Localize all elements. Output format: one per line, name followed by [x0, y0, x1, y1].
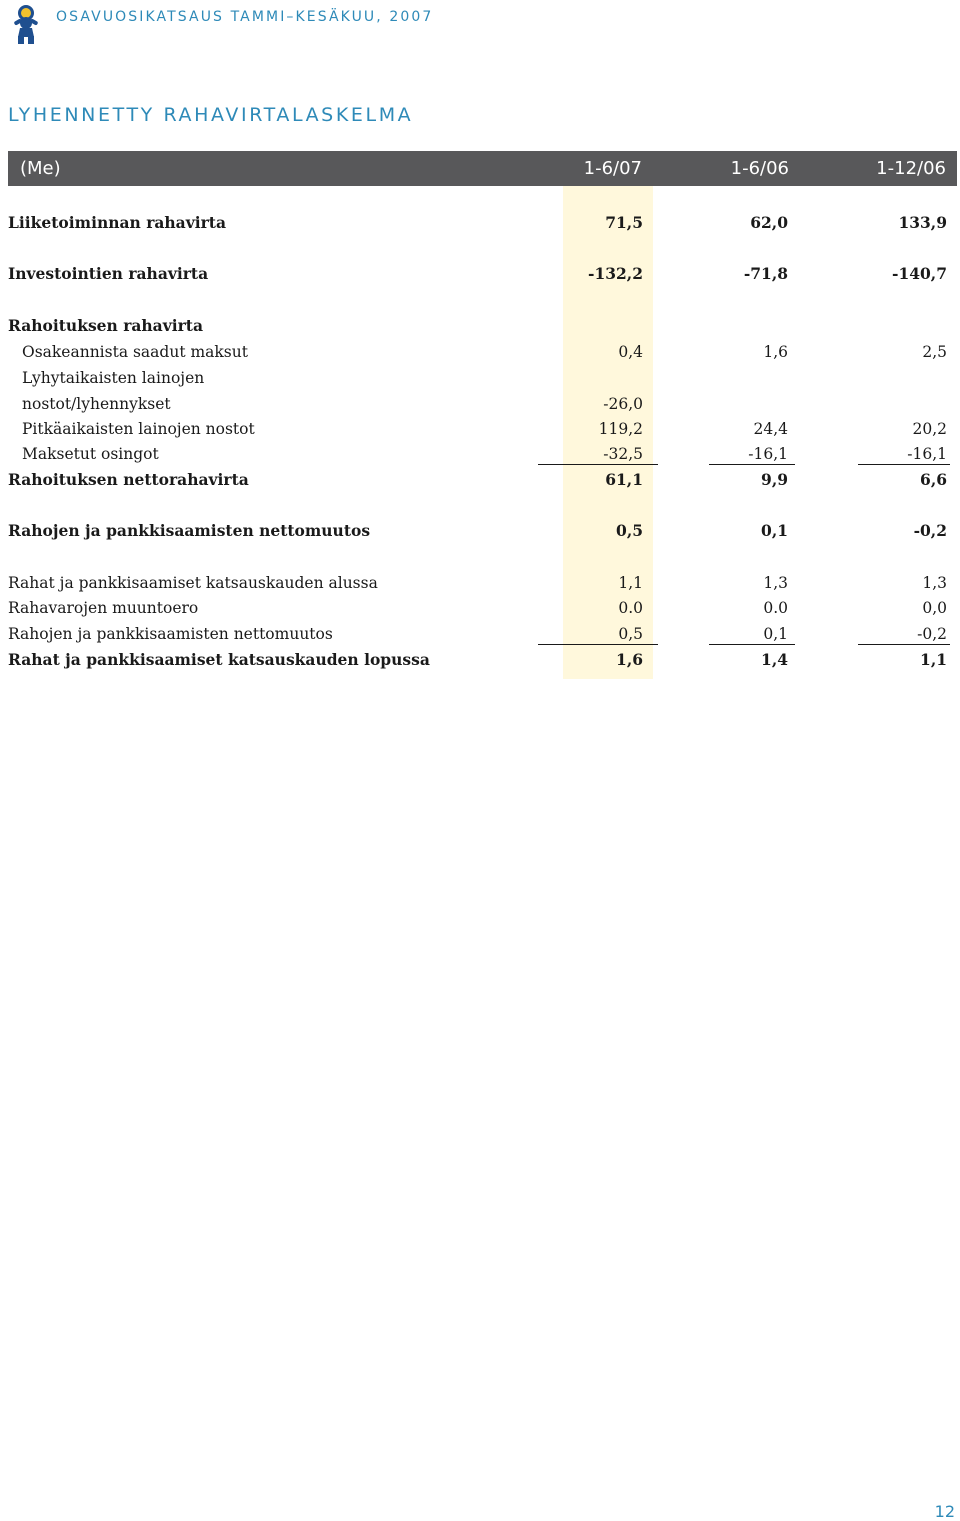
value-1-12-06: 20,2	[912, 420, 947, 438]
column-header-1-12-06: 1-12/06	[876, 158, 946, 179]
value-1-12-06: 2,5	[922, 343, 947, 361]
row-label: Rahat ja pankkisaamiset katsauskauden alussa	[8, 574, 378, 592]
table-row	[0, 211, 960, 235]
table-row	[0, 314, 960, 338]
value-1-6-07: 0,4	[618, 343, 643, 361]
table-row	[0, 366, 960, 390]
subtotal-rule	[858, 464, 950, 465]
value-1-6-07: -32,5	[603, 445, 643, 463]
value-1-12-06: 1,1	[920, 650, 947, 669]
subtotal-rule	[538, 464, 658, 465]
value-1-6-07: 119,2	[598, 420, 643, 438]
subtotal-rule	[538, 644, 658, 645]
page-number: 12	[934, 1502, 955, 1521]
row-label: Pitkäaikaisten lainojen nostot	[22, 420, 255, 438]
value-1-6-07: 71,5	[605, 213, 643, 232]
table-header	[8, 151, 957, 186]
value-1-12-06: 1,3	[922, 574, 947, 592]
value-1-12-06: 6,6	[920, 470, 947, 489]
table-row	[0, 417, 960, 441]
company-logo	[6, 4, 46, 46]
value-1-6-07: 61,1	[605, 470, 643, 489]
value-1-12-06: -0,2	[917, 625, 947, 643]
value-1-6-06: 1,6	[763, 343, 788, 361]
table-row	[0, 340, 960, 364]
value-1-6-07: -26,0	[603, 395, 643, 413]
value-1-6-07: 1,1	[618, 574, 643, 592]
row-label: Rahoituksen nettorahavirta	[8, 470, 249, 489]
value-1-6-06: -16,1	[748, 445, 788, 463]
value-1-6-06: 1,4	[761, 650, 788, 669]
value-1-6-07: -132,2	[588, 264, 643, 283]
value-1-6-07: 1,6	[616, 650, 643, 669]
report-header: OSAVUOSIKATSAUS TAMMI–KESÄKUU, 2007	[56, 9, 434, 25]
value-1-6-06: 0,1	[761, 521, 788, 540]
value-1-12-06: 0,0	[922, 599, 947, 617]
column-header-1-6-06: 1-6/06	[730, 158, 789, 179]
value-1-6-07: 0.0	[618, 599, 643, 617]
subtotal-rule	[858, 644, 950, 645]
table-row	[0, 648, 960, 672]
row-label: Rahojen ja pankkisaamisten nettomuutos	[8, 625, 333, 643]
table-row	[0, 392, 960, 416]
value-1-6-06: 24,4	[753, 420, 788, 438]
section-title: LYHENNETTY RAHAVIRTALASKELMA	[8, 104, 414, 126]
table-row	[0, 571, 960, 595]
row-label: Rahojen ja pankkisaamisten nettomuutos	[8, 521, 371, 540]
value-1-6-06: 0.0	[763, 599, 788, 617]
value-1-6-06: 62,0	[750, 213, 788, 232]
row-label: Rahavarojen muuntoero	[8, 599, 199, 617]
table-row	[0, 622, 960, 646]
table-row	[0, 262, 960, 286]
table-row	[0, 442, 960, 466]
row-label: Rahoituksen rahavirta	[8, 316, 203, 335]
value-1-12-06: -140,7	[892, 264, 947, 283]
value-1-6-06: 0,1	[763, 625, 788, 643]
value-1-6-06: 1,3	[763, 574, 788, 592]
subtotal-rule	[709, 644, 795, 645]
row-label: Investointien rahavirta	[8, 264, 209, 283]
column-header-unit: (Me)	[20, 158, 61, 179]
value-1-6-06: -71,8	[743, 264, 788, 283]
value-1-6-06: 9,9	[761, 470, 788, 489]
row-label: nostot/lyhennykset	[22, 395, 171, 413]
row-label: Liiketoiminnan rahavirta	[8, 213, 226, 232]
column-header-1-6-07: 1-6/07	[583, 158, 642, 179]
row-label: Osakeannista saadut maksut	[22, 343, 248, 361]
subtotal-rule	[709, 464, 795, 465]
value-1-12-06: -0,2	[913, 521, 947, 540]
row-label: Lyhytaikaisten lainojen	[22, 369, 205, 387]
table-row	[0, 468, 960, 492]
value-1-12-06: -16,1	[907, 445, 947, 463]
row-label: Rahat ja pankkisaamiset katsauskauden lopussa	[8, 650, 430, 669]
value-1-6-07: 0,5	[618, 625, 643, 643]
table-row	[0, 519, 960, 543]
table-row	[0, 596, 960, 620]
value-1-12-06: 133,9	[898, 213, 947, 232]
row-label: Maksetut osingot	[22, 445, 159, 463]
value-1-6-07: 0,5	[616, 521, 643, 540]
